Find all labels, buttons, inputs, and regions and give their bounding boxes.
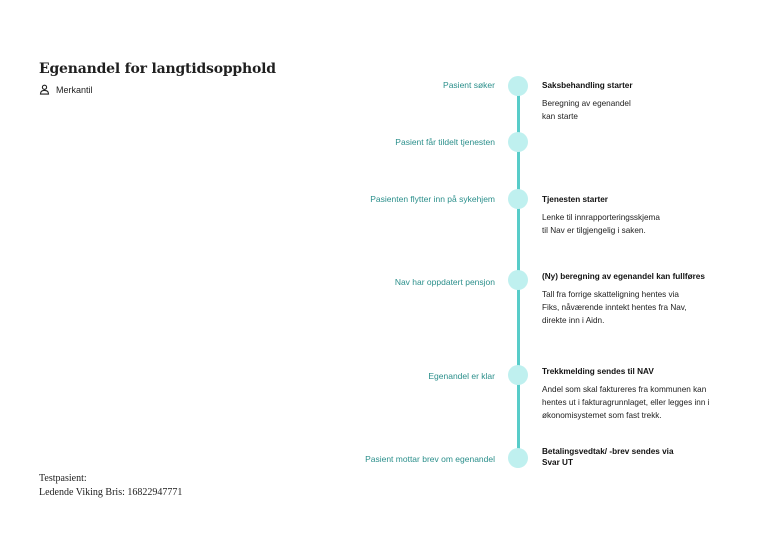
step-info	[542, 194, 742, 237]
timeline-dot	[508, 189, 528, 209]
timeline-dot	[508, 270, 528, 290]
test-patient-info	[39, 472, 182, 500]
step-info	[542, 271, 742, 327]
step-description: Beregning av egenandel kan starte	[542, 99, 631, 121]
step-event-label: Pasient får tildelt tjenesten	[395, 137, 495, 147]
person-icon	[39, 84, 50, 95]
step-title: Trekkmelding sendes til NAV	[542, 367, 654, 376]
step-description: Tall fra forrige skatteligning hentes via Fiks, nåværende inntekt hentes fra Nav, direkte inn i Aidn.	[542, 290, 687, 325]
step-description: Andel som skal faktureres fra kommunen kan hentes ut i fakturagrunnlaget, eller legges inn i økonomisystemet som fast trekk.	[542, 385, 710, 420]
step-title: (Ny) beregning av egenandel kan fullføres	[542, 272, 705, 281]
timeline-dot	[508, 365, 528, 385]
step-info	[542, 366, 742, 422]
step-event-label: Nav har oppdatert pensjon	[394, 277, 495, 287]
step-description: Lenke til innrapporteringsskjema til Nav er tilgjengelig i saken.	[542, 213, 660, 235]
step-info	[542, 80, 742, 123]
test-patient-label: Testpasient:	[39, 473, 87, 484]
test-patient-id: Ledende Viking Bris: 16822947771	[39, 487, 183, 498]
role-label: Merkantil	[56, 84, 93, 95]
timeline-dot	[508, 76, 528, 96]
step-event-label: Pasient mottar brev om egenandel	[365, 454, 495, 464]
step-title: Tjenesten starter	[542, 195, 608, 204]
timeline-dot	[508, 448, 528, 468]
step-event-label: Pasient søker	[443, 80, 495, 90]
step-info	[542, 446, 742, 468]
step-event-label: Pasienten flytter inn på sykehjem	[370, 194, 495, 204]
step-title: Saksbehandling starter	[542, 81, 633, 90]
timeline-dot	[508, 132, 528, 152]
role-indicator	[39, 84, 93, 95]
step-event-label: Egenandel er klar	[428, 371, 495, 381]
page-title: Egenandel for langtidsopphold	[39, 61, 276, 77]
step-title: Betalingsvedtak/ -brev sendes via Svar UT	[542, 447, 674, 467]
